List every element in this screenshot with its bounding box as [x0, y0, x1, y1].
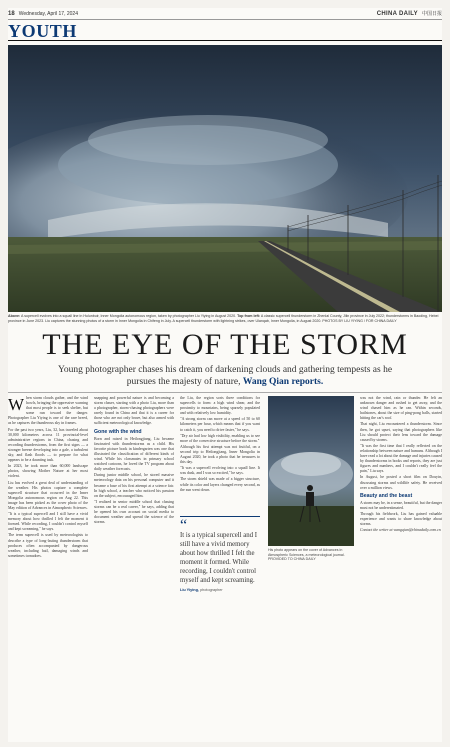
paragraph: "It was the first time that I really reflected on the relationship between nature and humans. Although I have read a lot about the damage and injuries caused by thunderstorms in books and reports, they are just figures and numbers, and I couldn't really feel the pain," Liu says.: [360, 443, 442, 474]
subhead: Beauty and the beast: [360, 492, 413, 499]
article-headline: THE EYE OF THE STORM: [42, 328, 408, 361]
newspaper-page: [8, 8, 442, 742]
paragraph: For the past two years, Liu, 32, has traveled about 30,000 kilometers across 11 provincial-level administrative regions in China, chasing and recording thunderstorms, from the first signs — a stronger breeze developing into a gale, a turbulent sky, and flash floods — to prepare for what appears to be a daunting task.: [8, 427, 88, 463]
article-body: [8, 396, 442, 736]
quote-mark-icon: “: [180, 517, 188, 534]
masthead-chinese: 中国日报: [421, 11, 442, 17]
section-banner: [8, 20, 442, 41]
paragraph: "It was a supercell evolving into a squall line. It was dusk, and I was so excited," he says.: [180, 466, 260, 476]
main-photo: [8, 45, 442, 312]
pull-quote: [180, 516, 260, 592]
article-deck: [48, 364, 402, 388]
column-4: [360, 396, 442, 534]
paragraph: In August, he posted a short film on Douyin, discussing storms and wildlife safety. He received over a million views.: [360, 475, 442, 490]
page-header: [8, 8, 442, 20]
paragraph: In 2023, he took more than 60,000 landscape photos, showing Mother Nature at her most violent.: [8, 464, 88, 479]
paragraph: Liu has evolved a great deal of understanding of the weather. His photos capture a complete supercell structure that occurred in the Inner Mongolia autonomous region on Aug 22. This image has been picked as the cover photo of the May edition of Advances in Atmospheric Sciences.: [8, 480, 88, 510]
column-3: [180, 396, 260, 512]
divider: [8, 392, 442, 393]
paragraph: the Liu, the region sorts three conditions for supercells to form: a high wind shear, and the proximity to mountains, being sparsely populated and with relatively low humidity.: [180, 396, 260, 416]
attribution-role: photographer: [200, 588, 223, 592]
caption-above-label: Above:: [8, 314, 21, 318]
photo-caption: [8, 314, 442, 323]
caption-top-text: A classic supercell thunderstorm in Zhenlai County, Jilin province in July 2022; thunderstorms in Baoding, Hebei province in June 2023. Liu captures the stunning photos of a storm in Inner Mongolia in Chifeng in July. A supercell thunderstorm with lightning strikes, over Ulanqab, Inner Mongolia, in August 2020. PHOTOS BY LIU YIYING / FOR CHINA DAILY: [8, 314, 439, 323]
column-1: [8, 396, 88, 560]
paragraph: Born and raised in Heilongjiang, Liu became fascinated with thunderstorms as a child. His favorite picture book in kindergarten was one that illustrated the classification of different kinds of wind. While his classmates in primary school watched cartoons, he loved the TV program about daily weather forecasts.: [94, 436, 174, 472]
paragraph: "It is a typical supercell and I still have a vivid memory about how thrilled I felt the moment it formed. While recording, I couldn't control myself and kept screaming," he says.: [8, 512, 88, 532]
paragraph: Through his fieldwork, Liu has gained valuable experience and wants to share knowledge about storms.: [360, 511, 442, 527]
caption-top-label: Top from left:: [237, 314, 261, 318]
paragraph: snapping and powerful nature is and becoming a storm chaser, starting with a photo Liu, more than a photographer, storm-chasing photographers were rarely found in China and that it is a career for those who are not only brave, but also armed with sufficient meteorological knowledge.: [94, 396, 174, 426]
paragraph: "A strong storm can move at a speed of 50 to 60 kilometers per hour, which means that if you want to catch it, you need to drive faster," he says.: [180, 417, 260, 432]
storm-landscape-image: [8, 45, 442, 312]
pull-quote-attribution: [180, 588, 260, 592]
subhead: Gone with the wind: [94, 428, 142, 435]
issue-date: Wednesday, April 17, 2024: [18, 10, 78, 17]
paragraph: Although his first attempt was not fruitful, on a second trip to Heilongjiang, Inner Mongolia in August 2020, he took a photo that he treasures to this day.: [180, 444, 260, 465]
attribution-name: Liu Yiying,: [180, 588, 199, 592]
paragraph: The storm shield was made of a bigger structure, while its color and layers changed every second, as the sun went down.: [180, 477, 260, 492]
paragraph: When storm clouds gather, and the wind howls, bringing the oppressive warning that most people is to seek shelter, but some run toward the danger. Photographer Liu Yiying is one of the rare breed, as he captures the thunderous sky in frames.: [8, 396, 88, 426]
masthead-name: CHINA DAILY: [376, 10, 418, 17]
paragraph: "Dry air had low high visibility, enabling us to see more of the convective structure before the storm.": [180, 433, 260, 443]
drop-cap: W: [8, 396, 25, 414]
paragraph: "I realized in senior middle school that chasing storms can be a real career," he says, adding that he opened his own account on social media to document weather and spread the science of the storms.: [94, 499, 174, 525]
pull-quote-text: It is a typical supercell and I still have a vivid memory about how thrilled I felt the moment it formed. While recording, I couldn't control myself and kept screaming.: [180, 532, 258, 584]
inset-photo: [268, 396, 354, 546]
inset-caption: His photo appears on the cover of Advances in Atmospheric Sciences, a meteorological journal. PROVIDED TO CHINA DAILY: [268, 548, 345, 562]
paragraph: was not the wind, rain or thunder. He felt an unknown danger and rushed to get away, and the wind chased him as he ran. Within seconds, hailstones, about the size of ping-pong balls, started hitting the car's roof.: [360, 396, 442, 421]
paragraph: During junior middle school, he stored massive meteorology data on his personal computer and it became a base of his first attempt at a science fair. In high school, a teacher who noticed his passion on the subject, encouraged him.: [94, 473, 174, 498]
paragraph: A storm may be, in a sense, beautiful, but the danger must not be underestimated.: [360, 500, 442, 510]
paragraph: The term supercell is used by meteorologists to describe a type of long-lasting thunderstorm that produces often accompanied by dangerous weather, including hail, damaging winds and sometimes tornadoes.: [8, 533, 88, 558]
column-2: [94, 396, 174, 526]
paragraph: That night, Liu encountered a thunderstorm. Since then, he got upset, saying that photographers like Liu should protect their lens toward the damage caused by storms.: [360, 422, 442, 442]
caption-above-text: A supercell evolves into a squall line in Hulunbuir, Inner Mongolia autonomous region, taken by photographer Liu Yiying in August 2020.: [21, 314, 237, 318]
page-number: 18: [8, 10, 15, 17]
section-title: YOUTH: [8, 21, 78, 41]
deck-text: Young photographer chases his dream of darkening clouds and gathering tempests as he pursues the majesty of nature,: [57, 365, 393, 387]
deck-byline: Wang Qian reports.: [242, 377, 324, 387]
journal-cover-image: [268, 396, 354, 546]
contact-line: Contact the writer at wangqian@chinadaily.com.cn: [360, 528, 441, 533]
